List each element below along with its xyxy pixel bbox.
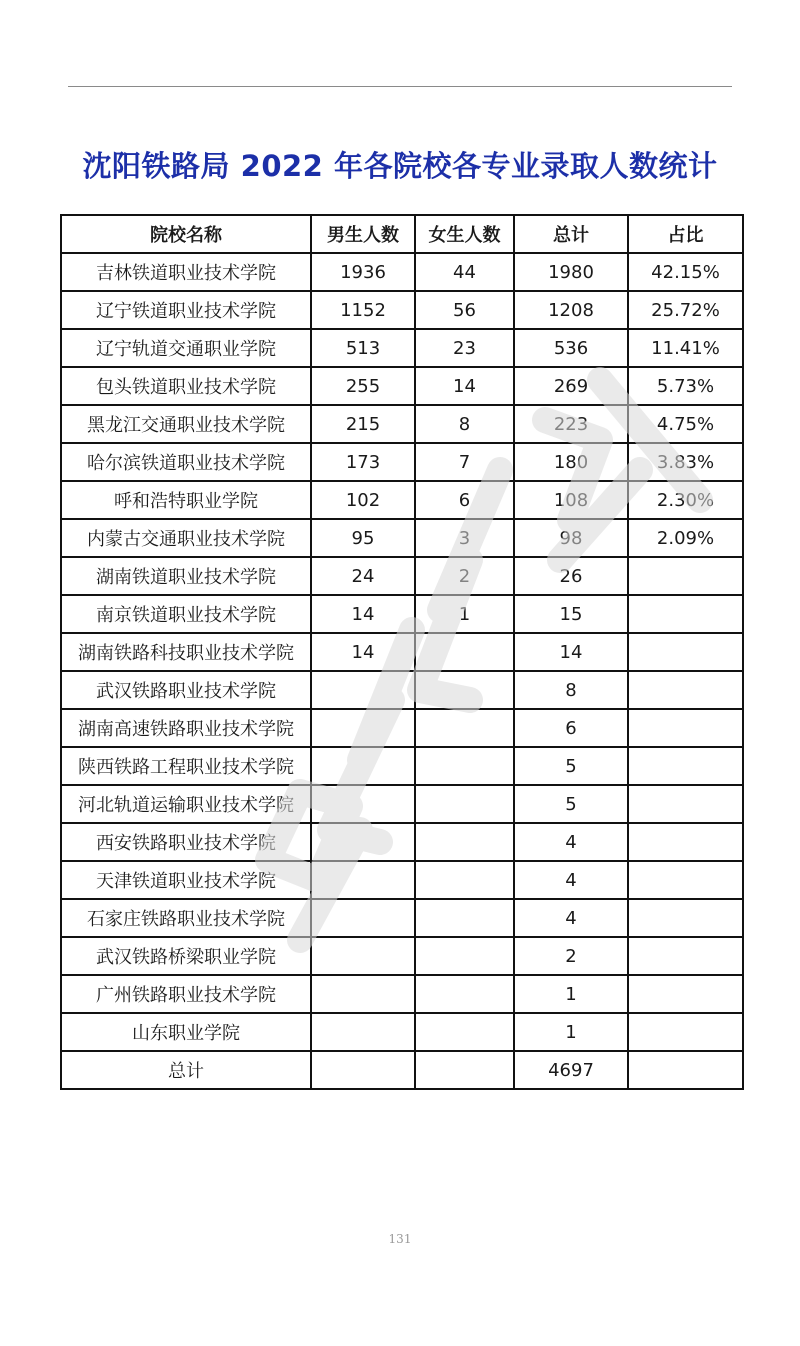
cell-total: 223 <box>514 405 628 443</box>
header-total: 总计 <box>514 215 628 253</box>
page-title: 沈阳铁路局 2022 年各院校各专业录取人数统计 <box>82 149 718 183</box>
cell-male: 24 <box>311 557 415 595</box>
table-row <box>61 1013 743 1051</box>
cell-female <box>415 861 514 899</box>
cell-female: 14 <box>415 367 514 405</box>
cell-ratio: 11.41% <box>628 329 743 367</box>
cell-female <box>415 899 514 937</box>
cell-ratio <box>628 937 743 975</box>
cell-total: 4 <box>514 899 628 937</box>
cell-total: 8 <box>514 671 628 709</box>
cell-ratio: 4.75% <box>628 405 743 443</box>
page-number: 131 <box>388 1232 412 1246</box>
cell-female: 23 <box>415 329 514 367</box>
table-row <box>61 519 743 557</box>
cell-school: 西安铁路职业技术学院 <box>61 823 311 861</box>
summary-male <box>311 1051 415 1089</box>
cell-total: 6 <box>514 709 628 747</box>
cell-female <box>415 747 514 785</box>
table-row <box>61 329 743 367</box>
cell-female: 6 <box>415 481 514 519</box>
summary-school: 总计 <box>61 1051 311 1089</box>
cell-female: 7 <box>415 443 514 481</box>
cell-male: 255 <box>311 367 415 405</box>
cell-male <box>311 785 415 823</box>
cell-male: 215 <box>311 405 415 443</box>
header-school: 院校名称 <box>61 215 311 253</box>
cell-female: 56 <box>415 291 514 329</box>
cell-male <box>311 937 415 975</box>
table-row <box>61 709 743 747</box>
table-row <box>61 595 743 633</box>
cell-female: 2 <box>415 557 514 595</box>
cell-ratio: 2.09% <box>628 519 743 557</box>
cell-school: 石家庄铁路职业技术学院 <box>61 899 311 937</box>
cell-ratio <box>628 823 743 861</box>
cell-total: 15 <box>514 595 628 633</box>
table-row <box>61 557 743 595</box>
cell-male: 1936 <box>311 253 415 291</box>
cell-school: 黑龙江交通职业技术学院 <box>61 405 311 443</box>
cell-female <box>415 1013 514 1051</box>
cell-ratio <box>628 861 743 899</box>
cell-male <box>311 823 415 861</box>
cell-ratio: 2.30% <box>628 481 743 519</box>
cell-school: 广州铁路职业技术学院 <box>61 975 311 1013</box>
cell-total: 269 <box>514 367 628 405</box>
cell-total: 4 <box>514 861 628 899</box>
cell-school: 武汉铁路职业技术学院 <box>61 671 311 709</box>
cell-female <box>415 937 514 975</box>
cell-school: 哈尔滨铁道职业技术学院 <box>61 443 311 481</box>
cell-male <box>311 861 415 899</box>
table-row <box>61 481 743 519</box>
table-row <box>61 291 743 329</box>
cell-ratio <box>628 595 743 633</box>
cell-ratio <box>628 899 743 937</box>
cell-school: 武汉铁路桥梁职业学院 <box>61 937 311 975</box>
table-header-row <box>61 215 743 253</box>
cell-female: 44 <box>415 253 514 291</box>
cell-school: 陕西铁路工程职业技术学院 <box>61 747 311 785</box>
header-female: 女生人数 <box>415 215 514 253</box>
table-row <box>61 253 743 291</box>
cell-male: 173 <box>311 443 415 481</box>
cell-school: 呼和浩特职业学院 <box>61 481 311 519</box>
cell-total: 536 <box>514 329 628 367</box>
cell-ratio <box>628 557 743 595</box>
table-row <box>61 823 743 861</box>
cell-total: 14 <box>514 633 628 671</box>
table-body <box>61 253 743 1089</box>
cell-school: 河北轨道运输职业技术学院 <box>61 785 311 823</box>
cell-male <box>311 899 415 937</box>
cell-male: 513 <box>311 329 415 367</box>
cell-school: 包头铁道职业技术学院 <box>61 367 311 405</box>
cell-male <box>311 747 415 785</box>
cell-female: 1 <box>415 595 514 633</box>
cell-total: 26 <box>514 557 628 595</box>
cell-ratio: 5.73% <box>628 367 743 405</box>
cell-female <box>415 709 514 747</box>
cell-male <box>311 709 415 747</box>
cell-school: 南京铁道职业技术学院 <box>61 595 311 633</box>
cell-total: 98 <box>514 519 628 557</box>
cell-female <box>415 785 514 823</box>
cell-school: 湖南高速铁路职业技术学院 <box>61 709 311 747</box>
cell-total: 1208 <box>514 291 628 329</box>
cell-total: 108 <box>514 481 628 519</box>
cell-school: 湖南铁道职业技术学院 <box>61 557 311 595</box>
cell-school: 辽宁铁道职业技术学院 <box>61 291 311 329</box>
header-male: 男生人数 <box>311 215 415 253</box>
cell-total: 5 <box>514 747 628 785</box>
cell-female: 8 <box>415 405 514 443</box>
cell-ratio <box>628 709 743 747</box>
cell-male: 102 <box>311 481 415 519</box>
cell-school: 吉林铁道职业技术学院 <box>61 253 311 291</box>
cell-school: 内蒙古交通职业技术学院 <box>61 519 311 557</box>
table-row <box>61 367 743 405</box>
summary-female <box>415 1051 514 1089</box>
table-row <box>61 861 743 899</box>
header-ratio: 占比 <box>628 215 743 253</box>
cell-school: 天津铁道职业技术学院 <box>61 861 311 899</box>
cell-total: 1 <box>514 1013 628 1051</box>
cell-ratio <box>628 785 743 823</box>
cell-male <box>311 671 415 709</box>
cell-ratio <box>628 633 743 671</box>
summary-total: 4697 <box>514 1051 628 1089</box>
cell-ratio: 3.83% <box>628 443 743 481</box>
cell-total: 180 <box>514 443 628 481</box>
summary-ratio <box>628 1051 743 1089</box>
cell-female <box>415 633 514 671</box>
cell-ratio <box>628 975 743 1013</box>
table-row <box>61 899 743 937</box>
summary-row <box>61 1051 743 1089</box>
cell-total: 1 <box>514 975 628 1013</box>
cell-ratio: 25.72% <box>628 291 743 329</box>
table-row <box>61 671 743 709</box>
cell-ratio <box>628 1013 743 1051</box>
table-row <box>61 633 743 671</box>
cell-total: 5 <box>514 785 628 823</box>
cell-male: 14 <box>311 633 415 671</box>
cell-male: 14 <box>311 595 415 633</box>
table-row <box>61 937 743 975</box>
cell-male: 1152 <box>311 291 415 329</box>
cell-total: 1980 <box>514 253 628 291</box>
cell-school: 山东职业学院 <box>61 1013 311 1051</box>
table-row <box>61 405 743 443</box>
header-rule <box>68 86 732 87</box>
cell-ratio <box>628 747 743 785</box>
cell-male <box>311 1013 415 1051</box>
cell-total: 2 <box>514 937 628 975</box>
cell-female <box>415 671 514 709</box>
table-row <box>61 747 743 785</box>
cell-female: 3 <box>415 519 514 557</box>
cell-male <box>311 975 415 1013</box>
cell-female <box>415 823 514 861</box>
cell-female <box>415 975 514 1013</box>
cell-ratio <box>628 671 743 709</box>
table-row <box>61 443 743 481</box>
table-row <box>61 975 743 1013</box>
table-row <box>61 785 743 823</box>
cell-school: 湖南铁路科技职业技术学院 <box>61 633 311 671</box>
cell-school: 辽宁轨道交通职业学院 <box>61 329 311 367</box>
cell-ratio: 42.15% <box>628 253 743 291</box>
cell-total: 4 <box>514 823 628 861</box>
admission-table <box>60 214 744 1090</box>
cell-male: 95 <box>311 519 415 557</box>
